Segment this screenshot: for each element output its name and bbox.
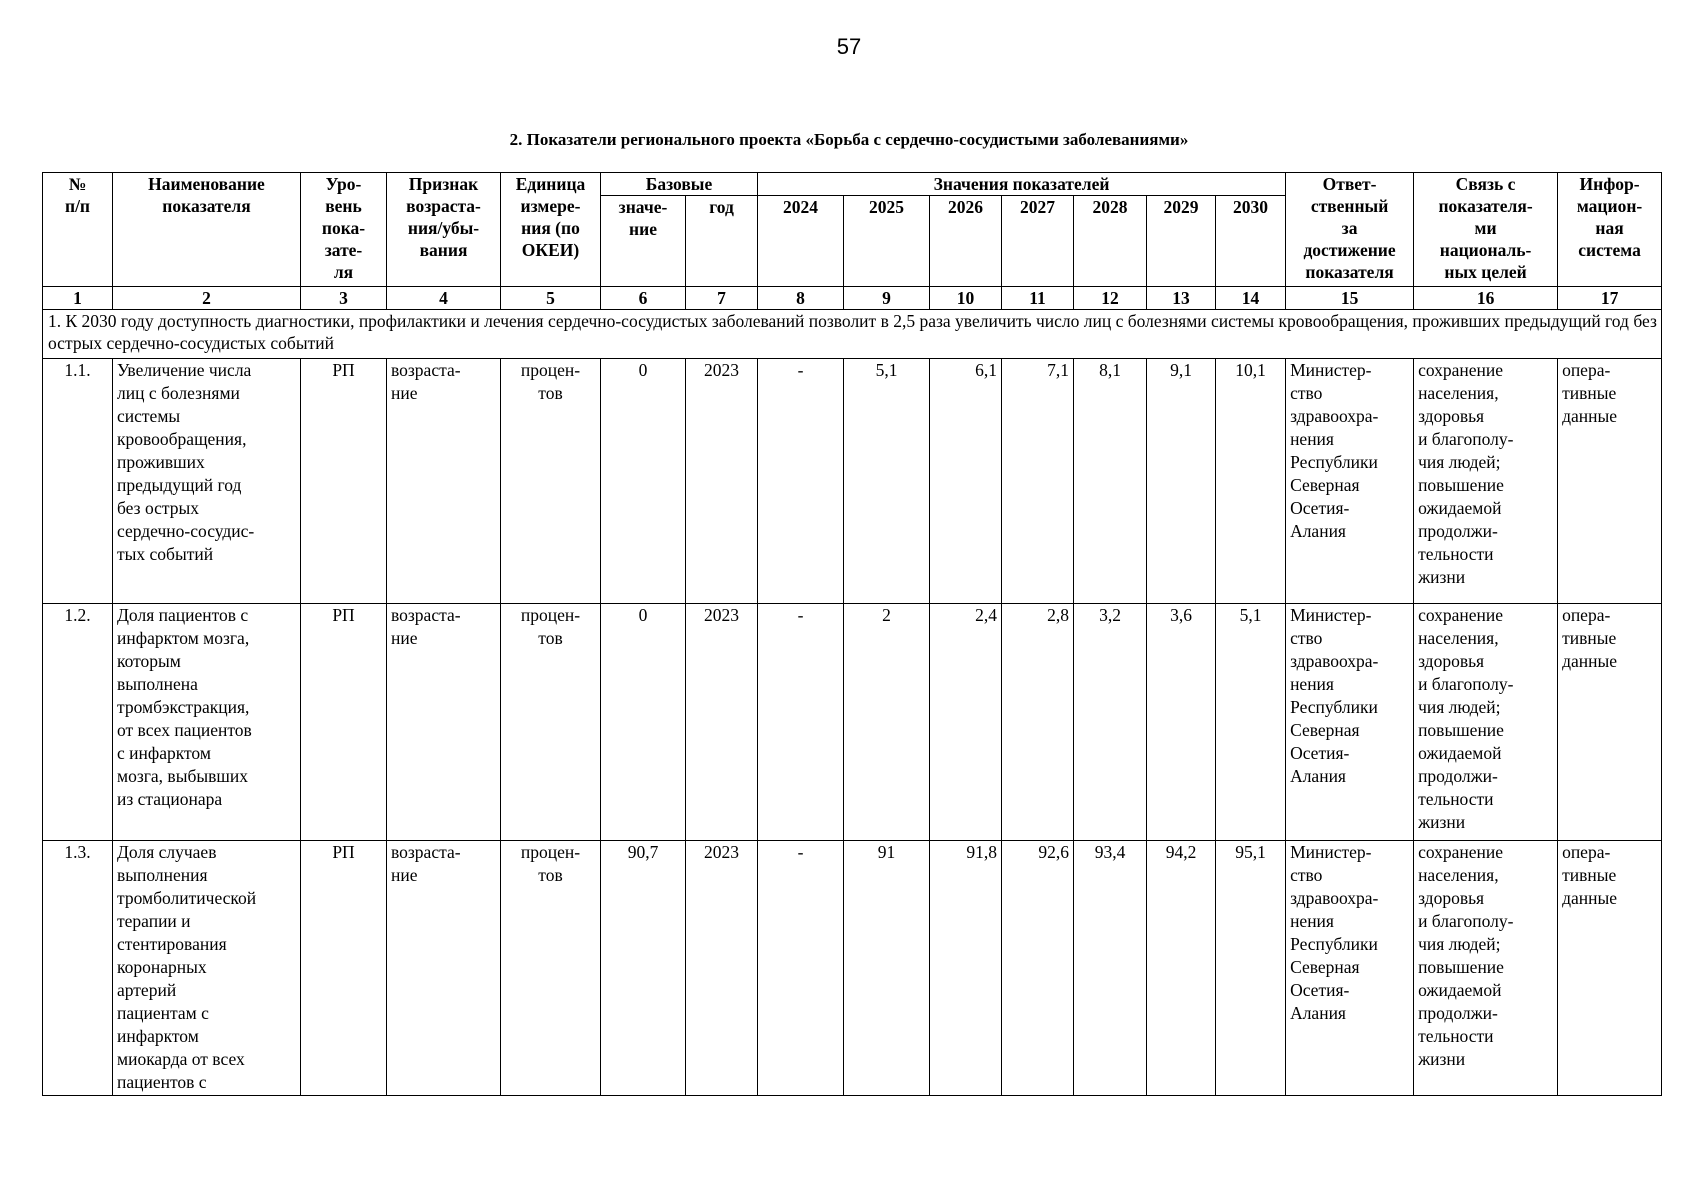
row-name: Доля случаев выполнения тромболитической терапии и стентирования коронарных артерий пациентам с инфарктом миокарда от всех пациентов с [113,841,301,1096]
column-number: 8 [758,287,844,310]
column-number: 16 [1414,287,1558,310]
row-link: сохранение населения, здоровья и благополу- чия людей; повышение ожидаемой продолжи- тельности жизни [1414,359,1558,604]
column-number: 11 [1002,287,1074,310]
row-base-year: 2023 [686,359,758,604]
row-value-2025: 5,1 [844,359,930,604]
row-value-2030: 5,1 [1216,604,1286,841]
header-year: 2028 [1074,196,1147,287]
row-base-year: 2023 [686,604,758,841]
row-info: опера- тивные данные [1558,841,1662,1096]
header-year: 2027 [1002,196,1074,287]
column-number: 2 [113,287,301,310]
header-level: Уро- вень пока- зате- ля [301,173,387,287]
row-value-2028: 3,2 [1074,604,1147,841]
page-number: 57 [836,34,862,59]
header-info: Инфор- мацион- ная система [1558,173,1662,287]
column-number: 14 [1216,287,1286,310]
table-row [43,359,1662,604]
table-row [43,604,1662,841]
row-value-2030: 10,1 [1216,359,1286,604]
row-value-2029: 3,6 [1147,604,1216,841]
row-level: РП [301,841,387,1096]
row-base-value: 0 [601,604,686,841]
row-link: сохранение населения, здоровья и благополу- чия людей; повышение ожидаемой продолжи- тельности жизни [1414,604,1558,841]
row-unit: процен- тов [501,604,601,841]
header-num: № п/п [43,173,113,287]
row-name: Доля пациентов с инфарктом мозга, которым выполнена тромбэкстракция, от всех пациентов с инфарктом мозга, выбывших из стационара [113,604,301,841]
row-value-2024: - [758,841,844,1096]
column-number: 7 [686,287,758,310]
section-title: 2. Показатели регионального проекта «Борьба с сердечно-сосудистыми заболеваниями» [509,130,1189,149]
row-value-2027: 92,6 [1002,841,1074,1096]
row-value-2026: 2,4 [930,604,1002,841]
header-values: Значения показателей [758,173,1286,196]
row-unit: процен- тов [501,841,601,1096]
row-base-value: 90,7 [601,841,686,1096]
header-responsible: Ответ- ственный за достижение показателя [1286,173,1414,287]
row-num: 1.1. [43,359,113,604]
column-number: 10 [930,287,1002,310]
header-sign: Признак возраста- ния/убы- вания [387,173,501,287]
header-name: Наименование показателя [113,173,301,287]
row-responsible: Министер- ство здравоохра- нения Республики Северная Осетия- Алания [1286,604,1414,841]
row-value-2027: 7,1 [1002,359,1074,604]
row-value-2027: 2,8 [1002,604,1074,841]
header-link: Связь с показателя- ми националь- ных целей [1414,173,1558,287]
row-value-2029: 94,2 [1147,841,1216,1096]
row-level: РП [301,604,387,841]
goal-row [43,310,1662,359]
row-name: Увеличение числа лиц с болезнями системы кровообращения, проживших предыдущий год без острых сердечно-сосудис- тых событий [113,359,301,604]
column-number: 6 [601,287,686,310]
row-value-2025: 2 [844,604,930,841]
row-num: 1.3. [43,841,113,1096]
header-base: Базовые [601,173,758,196]
header-unit: Единица измере- ния (по ОКЕИ) [501,173,601,287]
column-number: 1 [43,287,113,310]
row-sign: возраста- ние [387,359,501,604]
row-base-value: 0 [601,359,686,604]
row-unit: процен- тов [501,359,601,604]
row-info: опера- тивные данные [1558,359,1662,604]
header-base-year: год [686,196,758,287]
header-row-1 [43,173,1662,196]
row-num: 1.2. [43,604,113,841]
row-value-2025: 91 [844,841,930,1096]
column-number: 5 [501,287,601,310]
row-value-2024: - [758,359,844,604]
row-responsible: Министер- ство здравоохра- нения Республики Северная Осетия- Алания [1286,841,1414,1096]
header-year: 2030 [1216,196,1286,287]
row-value-2026: 6,1 [930,359,1002,604]
indicators-table [42,172,1662,1096]
row-responsible: Министер- ство здравоохра- нения Республики Северная Осетия- Алания [1286,359,1414,604]
row-value-2028: 93,4 [1074,841,1147,1096]
column-number: 17 [1558,287,1662,310]
row-sign: возраста- ние [387,841,501,1096]
row-level: РП [301,359,387,604]
row-value-2029: 9,1 [1147,359,1216,604]
header-year: 2024 [758,196,844,287]
column-number: 15 [1286,287,1414,310]
row-value-2024: - [758,604,844,841]
row-base-year: 2023 [686,841,758,1096]
header-year: 2026 [930,196,1002,287]
row-value-2026: 91,8 [930,841,1002,1096]
column-number: 12 [1074,287,1147,310]
row-value-2030: 95,1 [1216,841,1286,1096]
column-numbers-row [43,287,1662,310]
column-number: 13 [1147,287,1216,310]
row-info: опера- тивные данные [1558,604,1662,841]
row-sign: возраста- ние [387,604,501,841]
table-row [43,841,1662,1096]
header-year: 2029 [1147,196,1216,287]
row-link: сохранение населения, здоровья и благополу- чия людей; повышение ожидаемой продолжи- тельности жизни [1414,841,1558,1096]
header-year: 2025 [844,196,930,287]
goal-text: 1. К 2030 году доступность диагностики, профилактики и лечения сердечно-сосудистых заболеваний позволит в 2,5 раза увеличить число лиц с болезнями системы кровообращения, проживших предыдущий год без острых сердечно-сосудистых событий [43,310,1662,359]
column-number: 4 [387,287,501,310]
row-value-2028: 8,1 [1074,359,1147,604]
column-number: 3 [301,287,387,310]
column-number: 9 [844,287,930,310]
header-base-value: значе- ние [601,196,686,287]
